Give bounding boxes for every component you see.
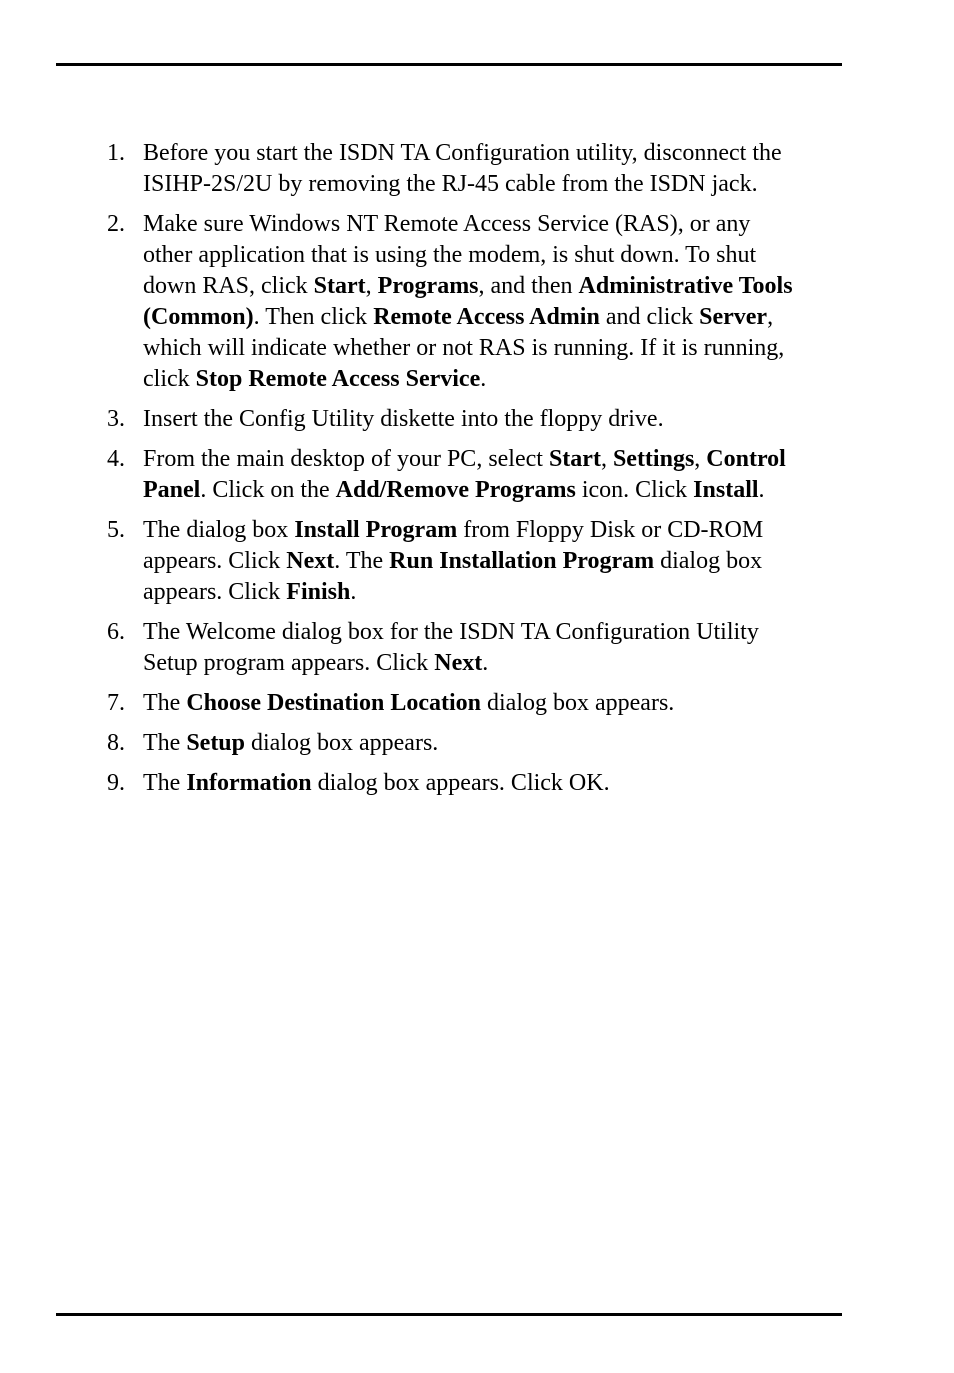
emphasized-term: Panel bbox=[143, 477, 201, 503]
step-text-line bbox=[143, 515, 843, 546]
step-item bbox=[0, 404, 954, 435]
emphasized-term: (Common) bbox=[143, 304, 254, 330]
text-run: Before you start the ISDN TA Configuration utility, disconnect the bbox=[143, 140, 782, 166]
step-text-line bbox=[143, 138, 843, 169]
step-item bbox=[0, 209, 954, 395]
step-text bbox=[143, 515, 843, 608]
emphasized-term: Server bbox=[699, 304, 768, 330]
emphasized-term: Run Installation Program bbox=[389, 548, 655, 574]
emphasized-term: Programs bbox=[377, 273, 479, 299]
text-run: . bbox=[758, 477, 765, 503]
emphasized-term: Settings bbox=[612, 446, 695, 472]
text-run: , bbox=[365, 273, 378, 299]
text-run: The bbox=[143, 770, 187, 796]
step-text bbox=[143, 404, 843, 435]
step-text-line bbox=[143, 648, 843, 679]
emphasized-term: Setup bbox=[186, 730, 245, 756]
text-run: From the main desktop of your PC, select bbox=[143, 446, 549, 472]
text-run: dialog box appears. bbox=[245, 730, 439, 756]
text-run: other application that is using the modem, is shut down. To shut bbox=[143, 242, 757, 268]
step-number: 8. bbox=[107, 730, 125, 756]
emphasized-term: Information bbox=[186, 770, 312, 796]
step-item bbox=[0, 688, 954, 719]
step-number: 9. bbox=[107, 770, 125, 796]
step-text-line bbox=[143, 546, 843, 577]
step-text-line bbox=[143, 444, 843, 475]
step-number: 4. bbox=[107, 446, 125, 472]
text-run: and click bbox=[599, 304, 700, 330]
emphasized-term: Next bbox=[286, 548, 335, 574]
text-run: The Welcome dialog box for the ISDN TA Configuration Utility bbox=[143, 619, 759, 645]
text-run: which will indicate whether or not RAS is running. If it is running, bbox=[143, 335, 785, 361]
text-run: . bbox=[482, 650, 489, 676]
text-run: dialog box appears. bbox=[481, 690, 675, 716]
step-text bbox=[143, 768, 843, 799]
step-item bbox=[0, 617, 954, 679]
text-run: from Floppy Disk or CD-ROM bbox=[457, 517, 764, 543]
step-item bbox=[0, 444, 954, 506]
step-item bbox=[0, 515, 954, 608]
step-text bbox=[143, 138, 843, 200]
text-run: appears. Click bbox=[143, 548, 287, 574]
step-number: 3. bbox=[107, 406, 125, 432]
step-item bbox=[0, 728, 954, 759]
step-text-line bbox=[143, 364, 843, 395]
emphasized-term: Start bbox=[313, 273, 366, 299]
text-run: , bbox=[694, 446, 707, 472]
installation-steps-list bbox=[0, 138, 954, 808]
emphasized-term: Remote Access Admin bbox=[373, 304, 600, 330]
step-number: 6. bbox=[107, 619, 125, 645]
text-run: icon. Click bbox=[575, 477, 694, 503]
emphasized-term: Add/Remove Programs bbox=[335, 477, 576, 503]
step-text bbox=[143, 688, 843, 719]
step-text-line bbox=[143, 169, 843, 200]
emphasized-term: Choose Destination Location bbox=[186, 690, 481, 716]
step-item bbox=[0, 768, 954, 799]
step-text-line bbox=[143, 302, 843, 333]
text-run: The bbox=[143, 730, 187, 756]
text-run: The dialog box bbox=[143, 517, 295, 543]
step-text-line bbox=[143, 475, 843, 506]
step-item bbox=[0, 138, 954, 200]
text-run: . Then click bbox=[253, 304, 374, 330]
text-run: down RAS, click bbox=[143, 273, 314, 299]
emphasized-term: Install bbox=[693, 477, 759, 503]
emphasized-term: Next bbox=[434, 650, 483, 676]
step-text bbox=[143, 209, 843, 395]
step-text-line bbox=[143, 688, 843, 719]
footer-rule bbox=[56, 1313, 842, 1316]
text-run: , and then bbox=[478, 273, 579, 299]
step-text-line bbox=[143, 577, 843, 608]
step-number: 7. bbox=[107, 690, 125, 716]
step-text bbox=[143, 728, 843, 759]
step-text bbox=[143, 444, 843, 506]
step-number: 2. bbox=[107, 211, 125, 237]
header-rule bbox=[56, 63, 842, 66]
text-run: . bbox=[350, 579, 357, 605]
text-run: . Click on the bbox=[200, 477, 336, 503]
text-run: , bbox=[767, 304, 774, 330]
text-run: Make sure Windows NT Remote Access Service (RAS), or any bbox=[143, 211, 751, 237]
emphasized-term: Control bbox=[706, 446, 786, 472]
text-run: , bbox=[600, 446, 613, 472]
step-text-line bbox=[143, 404, 843, 435]
text-run: click bbox=[143, 366, 196, 392]
step-text-line bbox=[143, 333, 843, 364]
text-run: . bbox=[480, 366, 487, 392]
text-run: ISIHP-2S/2U by removing the RJ-45 cable from the ISDN jack. bbox=[143, 171, 758, 197]
step-text-line bbox=[143, 728, 843, 759]
step-text-line bbox=[143, 768, 843, 799]
emphasized-term: Finish bbox=[286, 579, 351, 605]
step-text bbox=[143, 617, 843, 679]
step-text-line bbox=[143, 271, 843, 302]
emphasized-term: Start bbox=[548, 446, 601, 472]
text-run: dialog box bbox=[654, 548, 763, 574]
step-text-line bbox=[143, 240, 843, 271]
step-number: 1. bbox=[107, 140, 125, 166]
text-run: . The bbox=[334, 548, 390, 574]
text-run: Setup program appears. Click bbox=[143, 650, 435, 676]
emphasized-term: Administrative Tools bbox=[578, 273, 793, 299]
text-run: appears. Click bbox=[143, 579, 287, 605]
text-run: dialog box appears. Click OK. bbox=[311, 770, 610, 796]
step-text-line bbox=[143, 617, 843, 648]
text-run: The bbox=[143, 690, 187, 716]
text-run: Insert the Config Utility diskette into the floppy drive. bbox=[143, 406, 664, 432]
step-number: 5. bbox=[107, 517, 125, 543]
emphasized-term: Stop Remote Access Service bbox=[195, 366, 481, 392]
emphasized-term: Install Program bbox=[294, 517, 458, 543]
step-text-line bbox=[143, 209, 843, 240]
